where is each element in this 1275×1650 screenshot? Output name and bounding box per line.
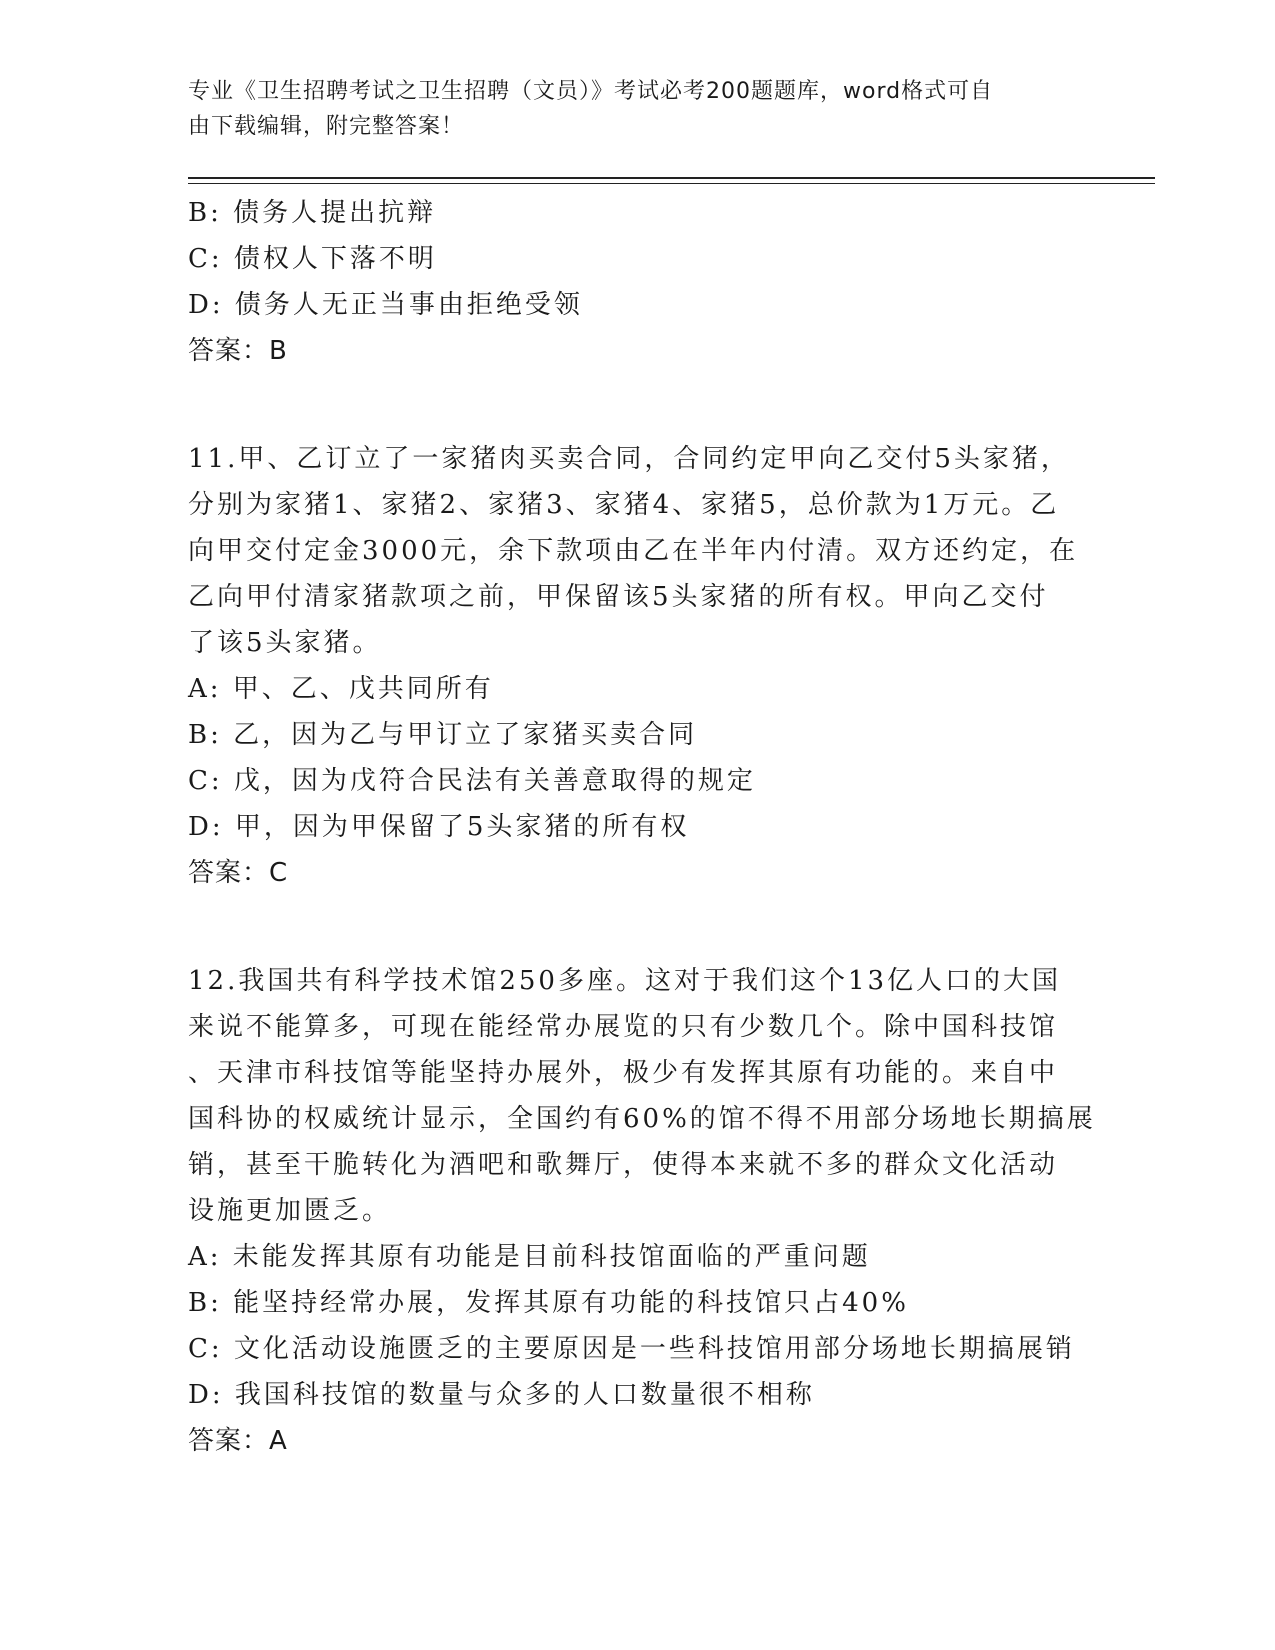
header-line-2: 由下载编辑，附完整答案！	[188, 114, 465, 139]
option-d: D: 债务人无正当事由拒绝受领	[188, 290, 583, 320]
spacer	[188, 896, 1088, 958]
page-header	[188, 74, 1088, 144]
option-b: B: 债务人提出抗辩	[188, 198, 437, 228]
header-rule-thick	[188, 177, 1155, 179]
stem-line: 12.我国共有科学技术馆250多座。这对于我们这个13亿人口的大国	[188, 966, 1062, 996]
option-a: A: 甲、乙、戊共同所有	[188, 674, 494, 704]
option-c: C: 文化活动设施匮乏的主要原因是一些科技馆用部分场地长期搞展销	[188, 1334, 1075, 1364]
spacer	[188, 374, 1088, 436]
stem-line: 乙向甲付清家猪款项之前，甲保留该5头家猪的所有权。甲向乙交付	[188, 582, 1049, 612]
option-a: A: 未能发挥其原有功能是目前科技馆面临的严重问题	[188, 1242, 871, 1272]
header-line-1: 专业《卫生招聘考试之卫生招聘（文员）》考试必考200题题库，word格式可自	[188, 79, 994, 104]
option-d: D: 甲，因为甲保留了5头家猪的所有权	[188, 812, 690, 842]
stem-line: 分别为家猪1、家猪2、家猪3、家猪4、家猪5，总价款为1万元。乙	[188, 490, 1060, 520]
stem-line: 销，甚至干脆转化为酒吧和歌舞厅，使得本来就不多的群众文化活动	[188, 1150, 1059, 1180]
option-b: B: 能坚持经常办展，发挥其原有功能的科技馆只占40%	[188, 1288, 909, 1318]
stem-line: 、天津市科技馆等能坚持办展外，极少有发挥其原有功能的。来自中	[188, 1058, 1059, 1088]
stem-line: 11.甲、乙订立了一家猪肉买卖合同，合同约定甲向乙交付5头家猪，	[188, 444, 1070, 474]
option-b: B: 乙，因为乙与甲订立了家猪买卖合同	[188, 720, 698, 750]
stem-line: 向甲交付定金3000元，余下款项由乙在半年内付清。双方还约定，在	[188, 536, 1079, 566]
option-c: C: 债权人下落不明	[188, 244, 437, 274]
answer-line: 答案：B	[188, 336, 288, 366]
option-d: D: 我国科技馆的数量与众多的人口数量很不相称	[188, 1380, 815, 1410]
question-12	[188, 958, 1096, 1464]
stem-line: 设施更加匮乏。	[188, 1196, 392, 1226]
document-body	[188, 190, 1096, 1464]
question-10	[188, 190, 1088, 374]
answer-line: 答案：A	[188, 1426, 288, 1456]
stem-line: 了该5头家猪。	[188, 628, 382, 658]
header-rule-thin	[188, 183, 1155, 184]
stem-line: 来说不能算多，可现在能经常办展览的只有少数几个。除中国科技馆	[188, 1012, 1059, 1042]
stem-line: 国科协的权威统计显示，全国约有60%的馆不得不用部分场地长期搞展	[188, 1104, 1096, 1134]
question-stem	[188, 436, 1088, 666]
answer-line: 答案：C	[188, 858, 289, 888]
option-c: C: 戊，因为戊符合民法有关善意取得的规定	[188, 766, 756, 796]
question-11	[188, 436, 1088, 896]
question-stem	[188, 958, 1096, 1234]
